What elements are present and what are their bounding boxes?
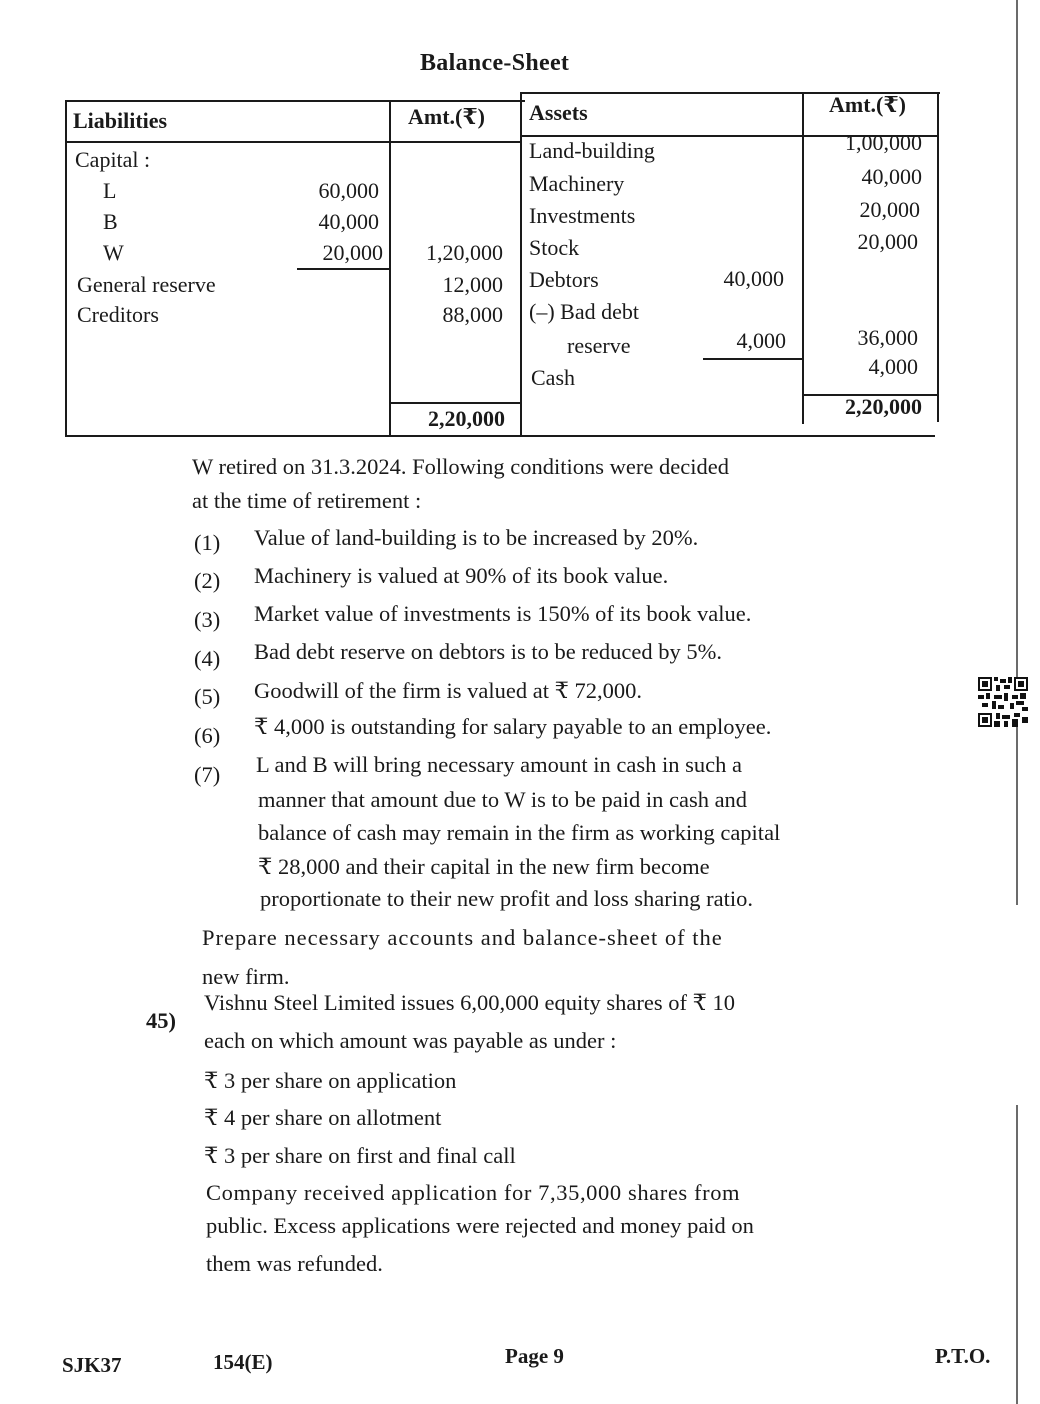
footer-paper: 154(E) — [213, 1350, 273, 1374]
asset-amount: 1,00,000 — [845, 130, 922, 155]
bad-debt-label: (–) Bad debt — [529, 299, 639, 324]
condition-text: Machinery is valued at 90% of its book value. — [254, 563, 669, 588]
scan-margin-line — [1016, 0, 1018, 905]
assets-total: 2,20,000 — [845, 394, 922, 419]
condition-number: (5) — [194, 684, 221, 709]
liabilities-total: 2,20,000 — [428, 406, 505, 431]
condition-text-cont: manner that amount due to W is to be paid in cash and — [258, 787, 748, 812]
condition-text-cont: balance of cash may remain in the firm as working capital — [258, 820, 781, 845]
q45-text-cont: each on which amount was payable as under : — [204, 1028, 617, 1053]
condition-text: Goodwill of the firm is valued at ₹ 72,000. — [254, 678, 643, 703]
question-number: 45) — [146, 1008, 176, 1033]
bad-debt-amount: 4,000 — [736, 328, 786, 353]
table-border — [65, 435, 935, 437]
asset-amount: 20,000 — [859, 197, 920, 222]
table-border — [65, 100, 67, 437]
condition-number: (6) — [194, 723, 221, 748]
q44-intro-cont: at the time of retirement : — [192, 488, 422, 513]
cash-label: Cash — [531, 365, 575, 390]
q45-text: Vishnu Steel Limited issues 6,00,000 equity shares of ₹ 10 — [204, 990, 736, 1015]
condition-text: Market value of investments is 150% of its book value. — [254, 601, 752, 626]
balance-sheet-table — [65, 92, 945, 437]
general-reserve-label: General reserve — [77, 272, 216, 297]
q45-paragraph: public. Excess applications were rejected and money paid on — [206, 1213, 754, 1238]
partner-capital: 40,000 — [318, 209, 379, 234]
footer-page-number: Page 9 — [505, 1344, 564, 1368]
table-border — [65, 100, 525, 102]
payment-schedule-item: ₹ 3 per share on first and final call — [204, 1143, 516, 1168]
condition-number: (2) — [194, 568, 221, 593]
condition-text-cont: ₹ 28,000 and their capital in the new firm become — [258, 854, 710, 879]
debtors-label: Debtors — [529, 267, 599, 292]
total-line — [389, 402, 521, 404]
subtotal-line — [703, 358, 803, 360]
payment-schedule-item: ₹ 4 per share on allotment — [204, 1105, 442, 1130]
bad-debt-label-cont: reserve — [567, 333, 631, 358]
condition-text: Bad debt reserve on debtors is to be reduced by 5%. — [254, 639, 722, 664]
asset-label: Land-building — [529, 138, 655, 163]
column-divider — [520, 92, 522, 436]
q45-paragraph: them was refunded. — [206, 1251, 383, 1276]
scan-margin-line — [1016, 1105, 1018, 1404]
partner-name: L — [103, 178, 117, 203]
cash-amount: 4,000 — [868, 354, 918, 379]
condition-text: L and B will bring necessary amount in cash in such a — [256, 752, 742, 777]
asset-label: Stock — [529, 235, 580, 260]
net-debtors-amount: 36,000 — [857, 325, 918, 350]
asset-amount: 40,000 — [861, 164, 922, 189]
condition-number: (4) — [194, 646, 221, 671]
footer-code: SJK37 — [62, 1353, 122, 1377]
q44-instruction: Prepare necessary accounts and balance-sheet of the — [202, 925, 723, 950]
condition-number: (7) — [194, 762, 221, 787]
header-asset-amount: Amt.(₹) — [829, 92, 906, 117]
subtotal-line — [297, 268, 391, 270]
q44-instruction-cont: new firm. — [202, 964, 290, 989]
header-assets: Assets — [529, 100, 588, 125]
capital-label: Capital : — [75, 147, 151, 172]
creditors-amount: 88,000 — [442, 302, 503, 327]
general-reserve-amount: 12,000 — [442, 272, 503, 297]
asset-label: Machinery — [529, 171, 625, 196]
condition-number: (3) — [194, 607, 221, 632]
balance-sheet-title: Balance-Sheet — [420, 50, 570, 76]
header-divider — [65, 141, 520, 143]
header-liab-amount: Amt.(₹) — [408, 104, 485, 129]
capital-total: 1,20,000 — [426, 240, 503, 265]
condition-text-cont: proportionate to their new profit and loss sharing ratio. — [260, 886, 754, 911]
condition-text: ₹ 4,000 is outstanding for salary payable to an employee. — [254, 714, 772, 739]
table-border — [937, 92, 939, 422]
creditors-label: Creditors — [77, 302, 159, 327]
q44-intro: W retired on 31.3.2024. Following conditions were decided — [192, 454, 729, 479]
column-divider — [802, 94, 804, 424]
partner-name: W — [103, 240, 124, 265]
payment-schedule-item: ₹ 3 per share on application — [204, 1068, 457, 1093]
asset-amount: 20,000 — [857, 229, 918, 254]
asset-label: Investments — [529, 203, 636, 228]
q45-paragraph: Company received application for 7,35,000 shares from — [206, 1180, 741, 1205]
qr-code-icon — [978, 677, 1028, 727]
condition-text: Value of land-building is to be increased by 20%. — [254, 525, 699, 550]
partner-capital: 20,000 — [322, 240, 383, 265]
header-liabilities: Liabilities — [73, 108, 168, 133]
condition-number: (1) — [194, 530, 221, 555]
footer-pto: P.T.O. — [935, 1344, 991, 1368]
debtors-amount: 40,000 — [723, 266, 784, 291]
partner-name: B — [103, 209, 118, 234]
partner-capital: 60,000 — [318, 178, 379, 203]
